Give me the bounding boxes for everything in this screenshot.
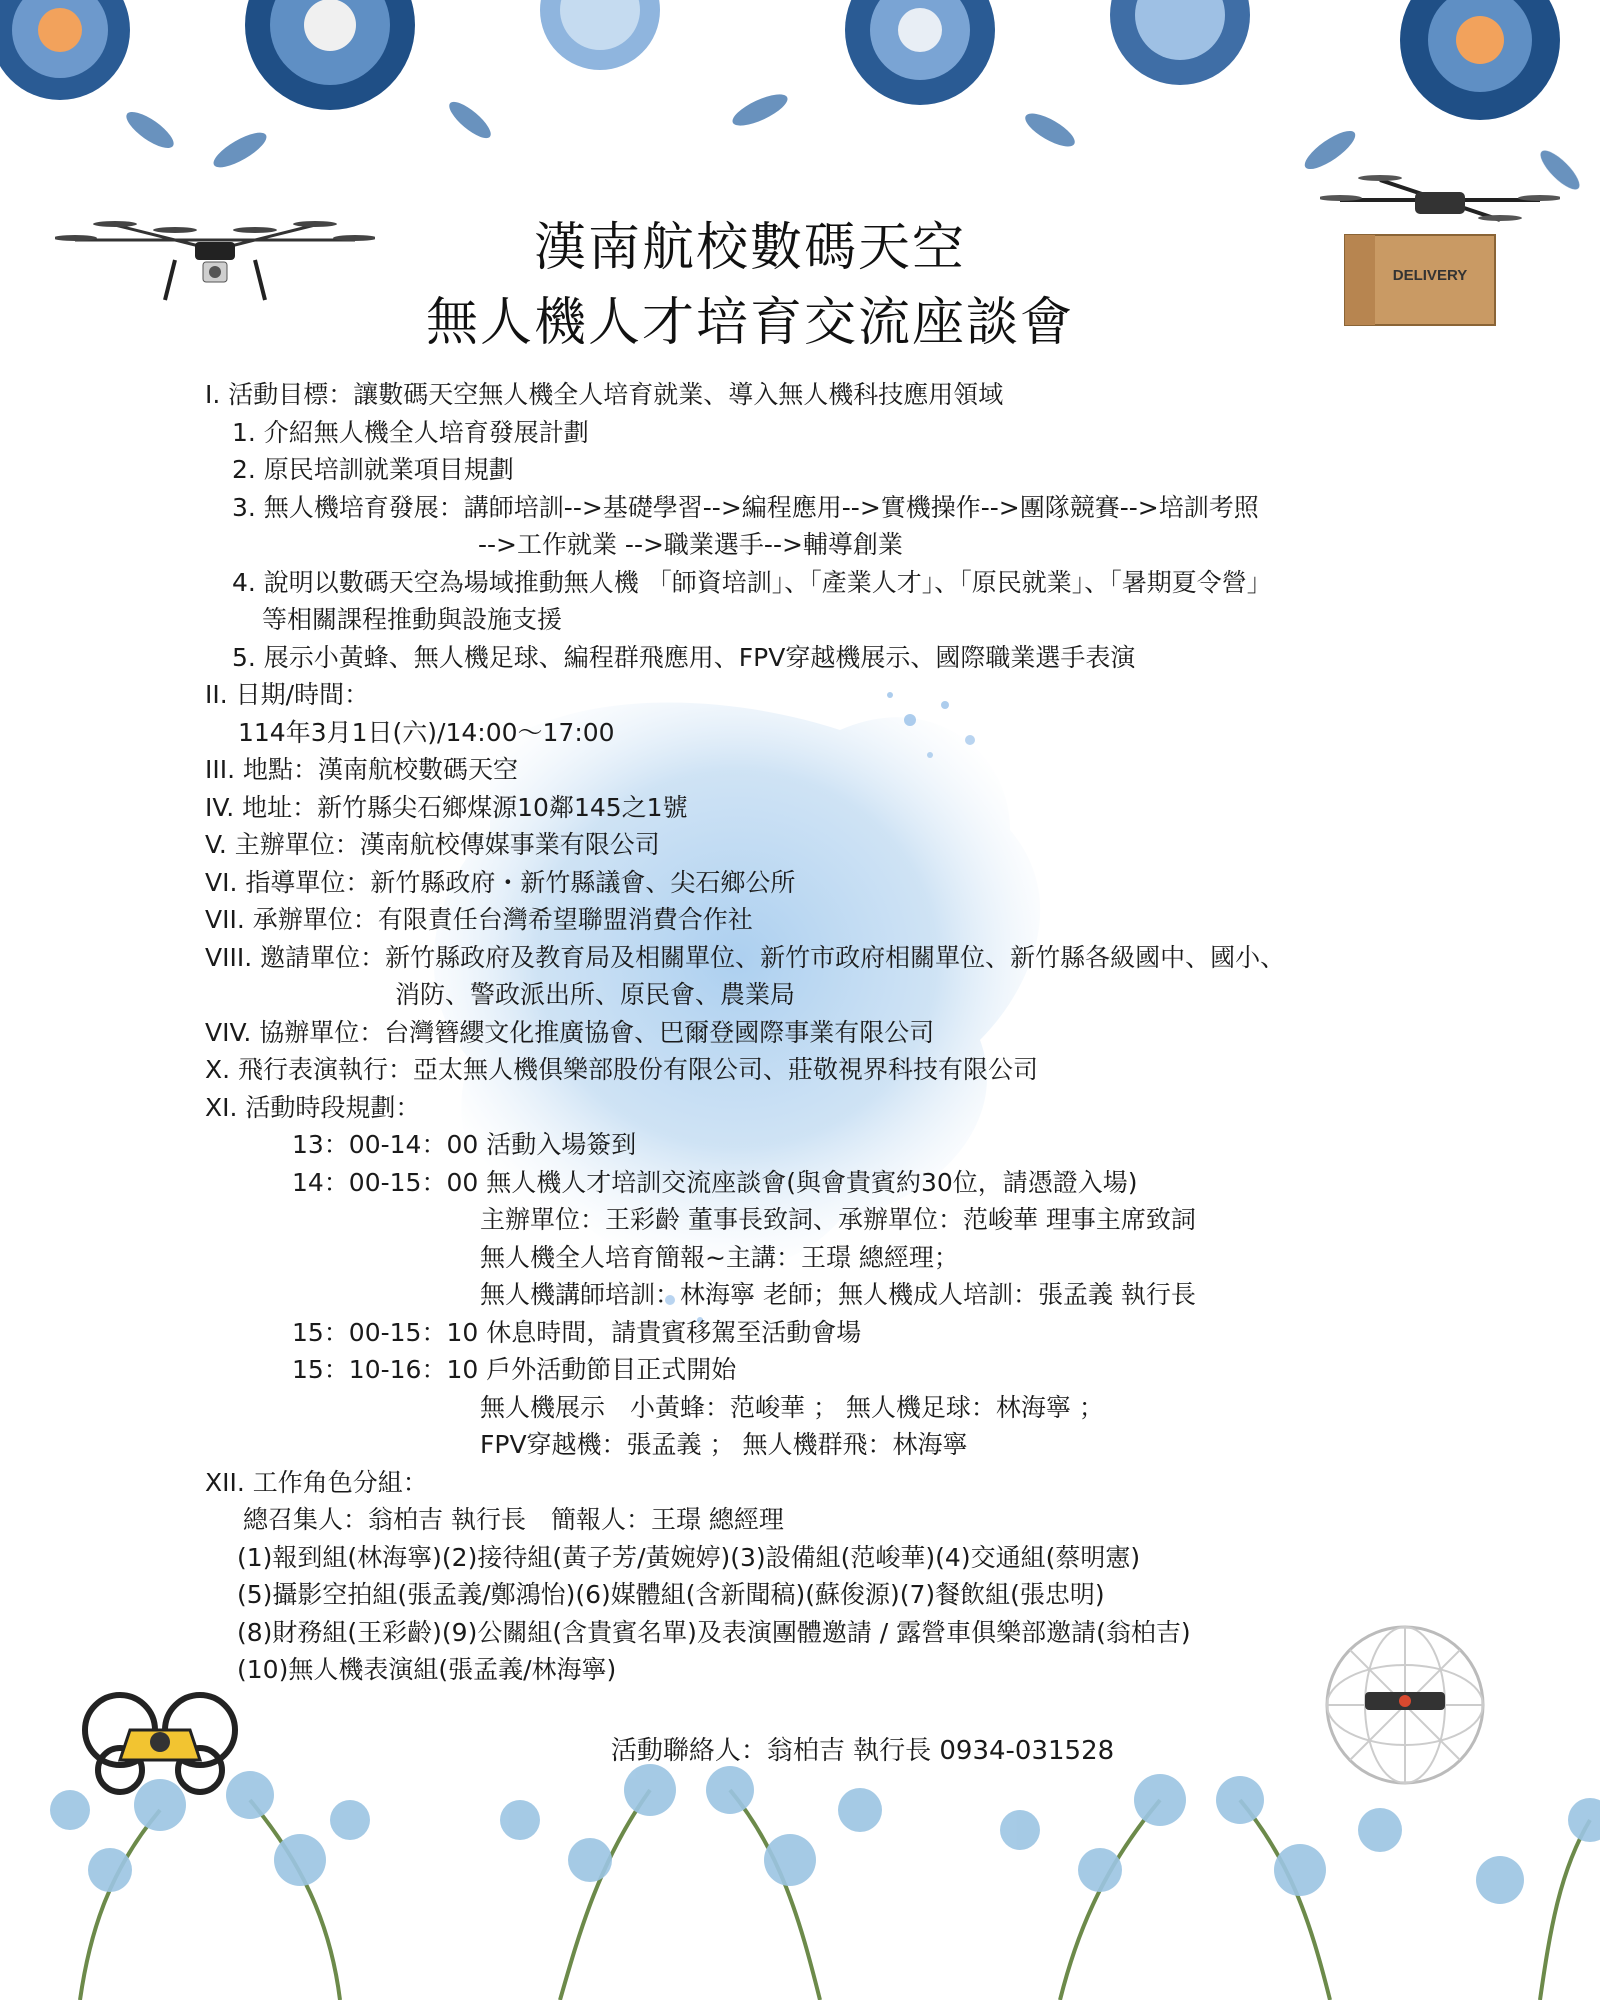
contact-person: 活動聯絡人：翁柏吉 執行長 0934-031528 [610,1736,1115,1766]
objective-item-3: 3. 無人機培育發展：講師培訓-->基礎學習-->編程應用-->實機操作-->團隊競賽-->培訓考照 [232,493,1259,522]
schedule-row: 15：10-16：10 戶外活動節目正式開始 [292,1355,737,1384]
date-heading: II. 日期/時間： [205,680,370,709]
objective-item-5: 5. 展示小黃蜂、無人機足球、編程群飛應用、FPV穿越機展示、國際職業選手表演 [232,643,1136,672]
co-organizer-line: VIV. 協辦單位：台灣簪纓文化推廣協會、巴爾登國際事業有限公司 [205,1018,935,1047]
page-title: 漢南航校數碼天空 [533,218,966,278]
schedule-row: 無人機講師培訓：林海寧 老師；無人機成人培訓：張孟義 執行長 [480,1280,1196,1309]
date-value: 114年3月1日(六)/14:00～17:00 [238,718,615,747]
organizer-line: V. 主辦單位：漢南航校傳媒事業有限公司 [205,830,660,859]
schedule-row: 無人機全人培育簡報~主講：王璟 總經理； [480,1243,959,1272]
roles-row: (1)報到組(林海寧)(2)接待組(黃子芳/黃婉婷)(3)設備組(范峻華)(4)交通組(蔡明憲) [237,1543,1141,1572]
venue-line: III. 地點：漢南航校數碼天空 [205,755,519,784]
schedule-row: 無人機展示 小黃蜂：范峻華 ； 無人機足球：林海寧 ； [480,1393,1104,1422]
objective-item-4-cont: 等相關課程推動與設施支援 [262,605,563,634]
flight-show-line: X. 飛行表演執行：亞太無人機俱樂部股份有限公司、莊敬視界科技有限公司 [205,1055,1039,1084]
roles-row: (5)攝影空拍組(張孟義/鄭鴻怡)(6)媒體組(含新聞稿)(蘇俊源)(7)餐飲組(張忠明) [237,1580,1105,1609]
schedule-row: 14：00-15：00 無人機人才培訓交流座談會(與會貴賓約30位，請憑證入場) [292,1168,1138,1197]
invited-line-1: VIII. 邀請單位：新竹縣政府及教育局及相關單位、新竹市政府相關單位、新竹縣各級國中、國小、 [205,943,1286,972]
roles-heading: XII. 工作角色分組： [205,1468,428,1497]
schedule-row: FPV穿越機：張孟義 ； 無人機群飛：林海寧 [480,1430,968,1459]
leaf-icon [50,1764,1600,2000]
schedule-row: 主辦單位：王彩齡 董事長致詞、承辦單位：范峻華 理事主席致詞 [480,1205,1196,1234]
objective-item-1: 1. 介紹無人機全人培育發展計劃 [232,418,589,447]
delivery-label: DELIVERY [1392,267,1468,284]
executor-line: VII. 承辦單位：有限責任台灣希望聯盟消費合作社 [205,905,753,934]
roles-row: (10)無人機表演組(張孟義/林海寧) [237,1655,617,1684]
invited-line-2: 消防、警政派出所、原民會、農業局 [395,980,796,1009]
objective-heading: I. 活動目標：讓數碼天空無人機全人培育就業、導入無人機科技應用領域 [205,380,1004,409]
objective-item-3-cont: -->工作就業 -->職業選手-->輔導創業 [478,530,903,559]
objective-item-4: 4. 說明以數碼天空為場域推動無人機 「師資培訓」、「產業人才」、「原民就業」、「暑期夏令營」 [232,568,1272,597]
roles-row: 總召集人：翁柏吉 執行長 簡報人：王璟 總經理 [243,1505,784,1534]
supervisor-line: VI. 指導單位：新竹縣政府・新竹縣議會、尖石鄉公所 [205,868,796,897]
schedule-heading: XI. 活動時段規劃： [205,1093,421,1122]
objective-item-2: 2. 原民培訓就業項目規劃 [232,455,514,484]
schedule-row: 15：00-15：10 休息時間，請貴賓移駕至活動會場 [292,1318,862,1347]
roles-row: (8)財務組(王彩齡)(9)公關組(含貴賓名單)及表演團體邀請 / 露營車俱樂部邀請(翁柏吉) [237,1618,1191,1647]
address-line: IV. 地址：新竹縣尖石鄉煤源10鄰145之1號 [205,793,688,822]
schedule-row: 13：00-14：00 活動入場簽到 [292,1130,637,1159]
page-subtitle: 無人機人才培育交流座談會 [425,293,1074,353]
